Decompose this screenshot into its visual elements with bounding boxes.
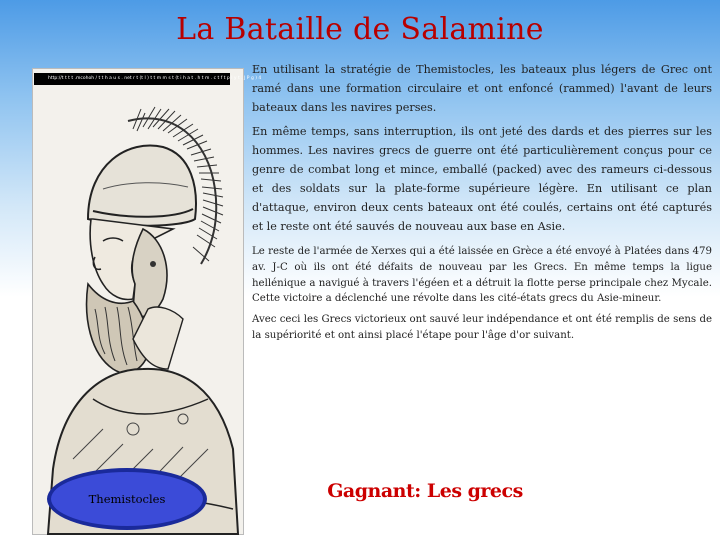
paragraph-4: Avec ceci les Grecs victorieux ont sauvé leur indépendance et ont été remplis de sens de la supériorité et ont ainsi placé l'étape pour l'âge d'or suivant.: [252, 314, 712, 341]
image-source-url: http://t t t t .mcohoh / t t h a u s . net r t (t l ) t t m m s t (t i h a t . h t m . c t f t p l y t . J P g ) 4: [34, 73, 230, 85]
caption-label: Themistocles: [88, 492, 166, 506]
paragraph-3: Le reste de l'armée de Xerxes qui a été laissée en Grèce a été envoyé à Platées dans 479 av. J-C où ils ont été défaits de nouveau par les Grecs. En même temps la ligue hellénique a navigué à travers l'égéen et a détruit la flotte perse principale chez Mycale. Cette victoire a déclenché une révolte dans les cité-états grecs du Asie-mineur.: [252, 246, 712, 305]
paragraph-1: En utilisant la stratégie de Themistocles, les bateaux plus légers de Grec ont ramé dans une formation circulaire et ont enfoncé (rammed) l'avant de leurs bateaux dans les navires perses.: [252, 63, 712, 114]
slide-title: La Bataille de Salamine: [176, 12, 544, 47]
portrait-illustration: [33, 69, 243, 534]
paragraph-2: En même temps, sans interruption, ils ont jeté des dards et des pierres sur les hommes. Les navires grecs de guerre ont été particulièrement conçus pour ce genre de combat long et mince, emballé (packed) avec des rameurs ci-dessous et des soldats sur la plate-forme supérieure légère. En utilisant ce plan d'attaque, environ deux cents bateaux ont été coulés, certains ont été capturés et le reste ont été sauvés de nouveau aux base en Asie.: [252, 125, 712, 233]
winner-label: Gagnant: Les grecs: [327, 480, 523, 502]
portrait-caption: [47, 468, 207, 530]
body-text: [252, 60, 712, 344]
themistocles-portrait: [32, 68, 262, 535]
